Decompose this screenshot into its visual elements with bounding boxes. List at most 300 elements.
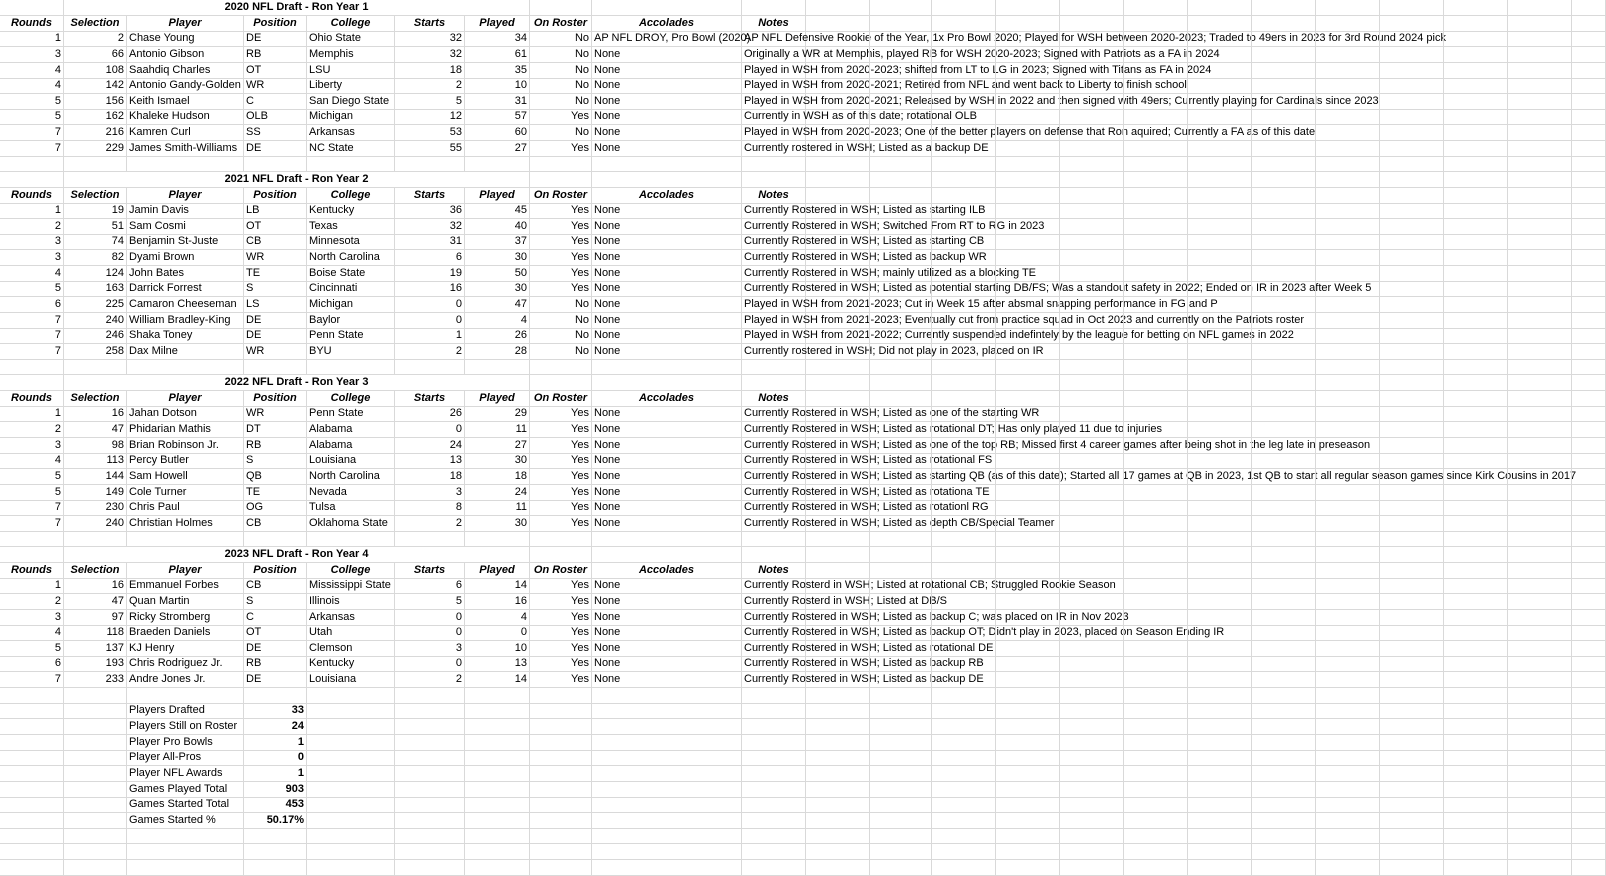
starts-cell[interactable]: 16 <box>395 281 465 297</box>
empty-cell[interactable] <box>996 234 1060 250</box>
empty-cell[interactable] <box>1316 453 1380 469</box>
empty-cell[interactable] <box>1508 328 1572 344</box>
empty-cell[interactable] <box>996 63 1060 79</box>
player-cell[interactable]: Darrick Forrest <box>127 281 244 297</box>
empty-cell[interactable] <box>1316 688 1380 704</box>
empty-cell[interactable] <box>1124 485 1188 501</box>
empty-cell[interactable] <box>1124 141 1188 157</box>
summary-value[interactable]: 0 <box>244 750 307 766</box>
empty-cell[interactable] <box>465 703 530 719</box>
empty-cell[interactable] <box>870 188 932 204</box>
empty-cell[interactable] <box>1380 578 1444 594</box>
empty-cell[interactable] <box>1252 188 1316 204</box>
position-cell[interactable]: OLB <box>244 109 307 125</box>
empty-cell[interactable] <box>1188 656 1252 672</box>
empty-cell[interactable] <box>64 359 127 375</box>
empty-cell[interactable] <box>1572 188 1606 204</box>
played-cell[interactable]: 35 <box>465 63 530 79</box>
empty-cell[interactable] <box>1380 250 1444 266</box>
empty-cell[interactable] <box>806 782 870 798</box>
empty-cell[interactable] <box>1124 266 1188 282</box>
notes-cell[interactable]: Currently Rostered in WSH; Listed as backup OT; Didn't play in 2023, placed on Season Ending IR <box>742 625 806 641</box>
on-roster-cell[interactable]: Yes <box>530 109 592 125</box>
empty-cell[interactable] <box>932 422 996 438</box>
empty-cell[interactable] <box>1316 782 1380 798</box>
position-cell[interactable]: CB <box>244 234 307 250</box>
empty-cell[interactable] <box>1060 750 1124 766</box>
column-header-selection[interactable]: Selection <box>64 188 127 204</box>
empty-cell[interactable] <box>465 813 530 829</box>
empty-cell[interactable] <box>1380 610 1444 626</box>
played-cell[interactable]: 11 <box>465 500 530 516</box>
selection-cell[interactable]: 74 <box>64 234 127 250</box>
empty-cell[interactable] <box>1316 547 1380 563</box>
empty-cell[interactable] <box>870 313 932 329</box>
round-cell[interactable]: 4 <box>0 78 64 94</box>
empty-cell[interactable] <box>244 531 307 547</box>
empty-cell[interactable] <box>1124 766 1188 782</box>
empty-cell[interactable] <box>465 156 530 172</box>
empty-cell[interactable] <box>1444 250 1508 266</box>
selection-cell[interactable]: 51 <box>64 219 127 235</box>
empty-cell[interactable] <box>1508 860 1572 876</box>
empty-cell[interactable] <box>1124 625 1188 641</box>
round-cell[interactable]: 7 <box>0 516 64 532</box>
empty-cell[interactable] <box>870 688 932 704</box>
empty-cell[interactable] <box>870 828 932 844</box>
notes-cell[interactable]: Played in WSH from 2020-2023; One of the better players on defense that Ron aquired; Currently a FA as of this date <box>742 125 806 141</box>
empty-cell[interactable] <box>1060 688 1124 704</box>
empty-cell[interactable] <box>932 0 996 16</box>
empty-cell[interactable] <box>1188 438 1252 454</box>
summary-value[interactable]: 453 <box>244 797 307 813</box>
starts-cell[interactable]: 2 <box>395 672 465 688</box>
empty-cell[interactable] <box>1508 782 1572 798</box>
empty-cell[interactable] <box>1444 188 1508 204</box>
college-cell[interactable]: Boise State <box>307 266 395 282</box>
empty-cell[interactable] <box>1124 47 1188 63</box>
empty-cell[interactable] <box>1252 281 1316 297</box>
empty-cell[interactable] <box>1572 750 1606 766</box>
empty-cell[interactable] <box>870 234 932 250</box>
empty-cell[interactable] <box>742 688 806 704</box>
empty-cell[interactable] <box>1124 422 1188 438</box>
empty-cell[interactable] <box>996 453 1060 469</box>
empty-cell[interactable] <box>1380 172 1444 188</box>
empty-cell[interactable] <box>1380 641 1444 657</box>
empty-cell[interactable] <box>1060 828 1124 844</box>
notes-cell[interactable]: Currently Rostered in WSH; Listed as starting QB (as of this date); Started all 17 games at QB in 2023, 1st QB to start all regular season games since Kirk Cousins in 2017 <box>742 469 806 485</box>
empty-cell[interactable] <box>806 0 870 16</box>
empty-cell[interactable] <box>592 860 742 876</box>
empty-cell[interactable] <box>1316 406 1380 422</box>
empty-cell[interactable] <box>1508 844 1572 860</box>
column-header-on-roster[interactable]: On Roster <box>530 16 592 32</box>
empty-cell[interactable] <box>996 719 1060 735</box>
column-header-on-roster[interactable]: On Roster <box>530 188 592 204</box>
empty-cell[interactable] <box>1508 47 1572 63</box>
accolades-cell[interactable]: None <box>592 250 742 266</box>
empty-cell[interactable] <box>1252 78 1316 94</box>
empty-cell[interactable] <box>1444 344 1508 360</box>
column-header-accolades[interactable]: Accolades <box>592 563 742 579</box>
empty-cell[interactable] <box>1252 641 1316 657</box>
empty-cell[interactable] <box>127 844 244 860</box>
played-cell[interactable]: 14 <box>465 672 530 688</box>
selection-cell[interactable]: 19 <box>64 203 127 219</box>
empty-cell[interactable] <box>1060 344 1124 360</box>
empty-cell[interactable] <box>806 313 870 329</box>
empty-cell[interactable] <box>1508 234 1572 250</box>
empty-cell[interactable] <box>806 94 870 110</box>
empty-cell[interactable] <box>932 610 996 626</box>
starts-cell[interactable]: 5 <box>395 94 465 110</box>
empty-cell[interactable] <box>592 688 742 704</box>
played-cell[interactable]: 60 <box>465 125 530 141</box>
empty-cell[interactable] <box>1124 844 1188 860</box>
starts-cell[interactable]: 1 <box>395 328 465 344</box>
empty-cell[interactable] <box>742 735 806 751</box>
empty-cell[interactable] <box>1316 313 1380 329</box>
player-cell[interactable]: Brian Robinson Jr. <box>127 438 244 454</box>
player-cell[interactable]: Braeden Daniels <box>127 625 244 641</box>
position-cell[interactable]: OT <box>244 625 307 641</box>
empty-cell[interactable] <box>1060 563 1124 579</box>
column-header-played[interactable]: Played <box>465 391 530 407</box>
empty-cell[interactable] <box>1316 422 1380 438</box>
empty-cell[interactable] <box>1060 281 1124 297</box>
empty-cell[interactable] <box>1252 234 1316 250</box>
empty-cell[interactable] <box>1060 578 1124 594</box>
empty-cell[interactable] <box>530 359 592 375</box>
starts-cell[interactable]: 0 <box>395 625 465 641</box>
summary-value[interactable]: 24 <box>244 719 307 735</box>
college-cell[interactable]: Cincinnati <box>307 281 395 297</box>
position-cell[interactable]: OT <box>244 63 307 79</box>
empty-cell[interactable] <box>1124 31 1188 47</box>
empty-cell[interactable] <box>592 844 742 860</box>
empty-cell[interactable] <box>1060 313 1124 329</box>
empty-cell[interactable] <box>996 94 1060 110</box>
empty-cell[interactable] <box>1572 641 1606 657</box>
empty-cell[interactable] <box>1380 359 1444 375</box>
empty-cell[interactable] <box>1124 94 1188 110</box>
empty-cell[interactable] <box>870 16 932 32</box>
empty-cell[interactable] <box>870 266 932 282</box>
empty-cell[interactable] <box>742 828 806 844</box>
empty-cell[interactable] <box>1444 766 1508 782</box>
empty-cell[interactable] <box>1252 313 1316 329</box>
empty-cell[interactable] <box>1316 344 1380 360</box>
played-cell[interactable]: 47 <box>465 297 530 313</box>
notes-cell[interactable]: Currently Rostered in WSH; Listed as backup DE <box>742 672 806 688</box>
played-cell[interactable]: 11 <box>465 422 530 438</box>
round-cell[interactable]: 3 <box>0 47 64 63</box>
empty-cell[interactable] <box>1508 735 1572 751</box>
empty-cell[interactable] <box>806 266 870 282</box>
on-roster-cell[interactable]: No <box>530 31 592 47</box>
empty-cell[interactable] <box>996 469 1060 485</box>
empty-cell[interactable] <box>1444 109 1508 125</box>
empty-cell[interactable] <box>1316 250 1380 266</box>
summary-label[interactable]: Players Drafted <box>127 703 244 719</box>
player-cell[interactable]: Antonio Gandy-Golden <box>127 78 244 94</box>
round-cell[interactable]: 1 <box>0 31 64 47</box>
empty-cell[interactable] <box>1252 516 1316 532</box>
empty-cell[interactable] <box>1188 188 1252 204</box>
empty-cell[interactable] <box>1060 63 1124 79</box>
empty-cell[interactable] <box>1124 594 1188 610</box>
empty-cell[interactable] <box>307 735 395 751</box>
round-cell[interactable]: 7 <box>0 344 64 360</box>
notes-cell[interactable]: Played in WSH from 2020-2021; Retired from NFL and went back to Liberty to finish school <box>742 78 806 94</box>
empty-cell[interactable] <box>1252 391 1316 407</box>
column-header-player[interactable]: Player <box>127 563 244 579</box>
accolades-cell[interactable]: None <box>592 406 742 422</box>
starts-cell[interactable]: 24 <box>395 438 465 454</box>
empty-cell[interactable] <box>465 688 530 704</box>
empty-cell[interactable] <box>996 109 1060 125</box>
played-cell[interactable]: 30 <box>465 250 530 266</box>
empty-cell[interactable] <box>806 31 870 47</box>
empty-cell[interactable] <box>1124 735 1188 751</box>
selection-cell[interactable]: 144 <box>64 469 127 485</box>
empty-cell[interactable] <box>742 860 806 876</box>
empty-cell[interactable] <box>870 328 932 344</box>
column-header-position[interactable]: Position <box>244 563 307 579</box>
empty-cell[interactable] <box>1380 141 1444 157</box>
empty-cell[interactable] <box>1060 47 1124 63</box>
empty-cell[interactable] <box>932 485 996 501</box>
selection-cell[interactable]: 16 <box>64 406 127 422</box>
round-cell[interactable]: 1 <box>0 578 64 594</box>
empty-cell[interactable] <box>592 703 742 719</box>
college-cell[interactable]: Ohio State <box>307 31 395 47</box>
empty-cell[interactable] <box>806 156 870 172</box>
empty-cell[interactable] <box>870 641 932 657</box>
empty-cell[interactable] <box>1508 688 1572 704</box>
empty-cell[interactable] <box>64 813 127 829</box>
selection-cell[interactable]: 142 <box>64 78 127 94</box>
empty-cell[interactable] <box>870 0 932 16</box>
empty-cell[interactable] <box>996 594 1060 610</box>
empty-cell[interactable] <box>996 0 1060 16</box>
empty-cell[interactable] <box>1252 719 1316 735</box>
empty-cell[interactable] <box>0 844 64 860</box>
empty-cell[interactable] <box>592 782 742 798</box>
position-cell[interactable]: RB <box>244 438 307 454</box>
on-roster-cell[interactable]: Yes <box>530 422 592 438</box>
starts-cell[interactable]: 0 <box>395 656 465 672</box>
empty-cell[interactable] <box>1252 94 1316 110</box>
starts-cell[interactable]: 6 <box>395 250 465 266</box>
empty-cell[interactable] <box>1572 141 1606 157</box>
column-header-college[interactable]: College <box>307 563 395 579</box>
empty-cell[interactable] <box>244 860 307 876</box>
selection-cell[interactable]: 233 <box>64 672 127 688</box>
empty-cell[interactable] <box>870 172 932 188</box>
empty-cell[interactable] <box>1572 703 1606 719</box>
column-header-notes[interactable]: Notes <box>742 16 806 32</box>
empty-cell[interactable] <box>932 766 996 782</box>
empty-cell[interactable] <box>806 531 870 547</box>
accolades-cell[interactable]: None <box>592 672 742 688</box>
empty-cell[interactable] <box>1508 109 1572 125</box>
empty-cell[interactable] <box>1380 844 1444 860</box>
round-cell[interactable]: 3 <box>0 438 64 454</box>
empty-cell[interactable] <box>932 735 996 751</box>
college-cell[interactable]: Clemson <box>307 641 395 657</box>
round-cell[interactable]: 6 <box>0 656 64 672</box>
empty-cell[interactable] <box>1508 281 1572 297</box>
empty-cell[interactable] <box>592 375 742 391</box>
empty-cell[interactable] <box>870 219 932 235</box>
empty-cell[interactable] <box>127 828 244 844</box>
empty-cell[interactable] <box>932 656 996 672</box>
empty-cell[interactable] <box>742 0 806 16</box>
empty-cell[interactable] <box>1188 328 1252 344</box>
selection-cell[interactable]: 108 <box>64 63 127 79</box>
empty-cell[interactable] <box>1060 594 1124 610</box>
empty-cell[interactable] <box>530 547 592 563</box>
column-header-round[interactable]: Rounds <box>0 563 64 579</box>
empty-cell[interactable] <box>1060 234 1124 250</box>
empty-cell[interactable] <box>932 516 996 532</box>
empty-cell[interactable] <box>1380 766 1444 782</box>
empty-cell[interactable] <box>1060 94 1124 110</box>
empty-cell[interactable] <box>395 750 465 766</box>
empty-cell[interactable] <box>996 578 1060 594</box>
empty-cell[interactable] <box>395 703 465 719</box>
empty-cell[interactable] <box>1444 782 1508 798</box>
college-cell[interactable]: Mississippi State <box>307 578 395 594</box>
empty-cell[interactable] <box>530 156 592 172</box>
empty-cell[interactable] <box>996 219 1060 235</box>
empty-cell[interactable] <box>1508 31 1572 47</box>
position-cell[interactable]: WR <box>244 78 307 94</box>
empty-cell[interactable] <box>1444 16 1508 32</box>
empty-cell[interactable] <box>1124 156 1188 172</box>
player-cell[interactable]: Emmanuel Forbes <box>127 578 244 594</box>
empty-cell[interactable] <box>1316 735 1380 751</box>
on-roster-cell[interactable]: Yes <box>530 625 592 641</box>
empty-cell[interactable] <box>530 688 592 704</box>
empty-cell[interactable] <box>1060 156 1124 172</box>
empty-cell[interactable] <box>806 188 870 204</box>
starts-cell[interactable]: 12 <box>395 109 465 125</box>
notes-cell[interactable]: Currently Rostered in WSH; Listed as potential starting DB/FS; Was a standout safety in 2022; Ended on IR in 2023 after Week 5 <box>742 281 806 297</box>
empty-cell[interactable] <box>742 359 806 375</box>
empty-cell[interactable] <box>932 453 996 469</box>
empty-cell[interactable] <box>1444 469 1508 485</box>
empty-cell[interactable] <box>64 719 127 735</box>
empty-cell[interactable] <box>1252 610 1316 626</box>
empty-cell[interactable] <box>1060 297 1124 313</box>
empty-cell[interactable] <box>1252 703 1316 719</box>
empty-cell[interactable] <box>1188 625 1252 641</box>
empty-cell[interactable] <box>870 719 932 735</box>
empty-cell[interactable] <box>1572 328 1606 344</box>
starts-cell[interactable]: 3 <box>395 485 465 501</box>
empty-cell[interactable] <box>1572 406 1606 422</box>
accolades-cell[interactable]: None <box>592 94 742 110</box>
empty-cell[interactable] <box>1508 125 1572 141</box>
empty-cell[interactable] <box>1444 281 1508 297</box>
empty-cell[interactable] <box>1252 141 1316 157</box>
player-cell[interactable]: Jahan Dotson <box>127 406 244 422</box>
empty-cell[interactable] <box>932 797 996 813</box>
college-cell[interactable]: Arkansas <box>307 610 395 626</box>
column-header-played[interactable]: Played <box>465 16 530 32</box>
played-cell[interactable]: 50 <box>465 266 530 282</box>
empty-cell[interactable] <box>1316 641 1380 657</box>
empty-cell[interactable] <box>996 141 1060 157</box>
empty-cell[interactable] <box>1572 219 1606 235</box>
position-cell[interactable]: RB <box>244 656 307 672</box>
empty-cell[interactable] <box>932 234 996 250</box>
notes-cell[interactable]: Currently Rostered in WSH; Listed as rotational DE <box>742 641 806 657</box>
empty-cell[interactable] <box>1252 359 1316 375</box>
column-header-college[interactable]: College <box>307 391 395 407</box>
empty-cell[interactable] <box>932 688 996 704</box>
on-roster-cell[interactable]: No <box>530 47 592 63</box>
column-header-selection[interactable]: Selection <box>64 391 127 407</box>
empty-cell[interactable] <box>1316 219 1380 235</box>
empty-cell[interactable] <box>1124 641 1188 657</box>
on-roster-cell[interactable]: Yes <box>530 672 592 688</box>
empty-cell[interactable] <box>1060 641 1124 657</box>
empty-cell[interactable] <box>870 250 932 266</box>
empty-cell[interactable] <box>932 219 996 235</box>
empty-cell[interactable] <box>1188 500 1252 516</box>
empty-cell[interactable] <box>996 641 1060 657</box>
empty-cell[interactable] <box>1444 297 1508 313</box>
empty-cell[interactable] <box>1572 610 1606 626</box>
notes-cell[interactable]: AP NFL Defensive Rookie of the Year, 1x Pro Bowl 2020; Played for WSH between 2020-2023; Traded to 49ers in 2023 for 3rd Round 2024 pick <box>742 31 806 47</box>
empty-cell[interactable] <box>1124 563 1188 579</box>
empty-cell[interactable] <box>996 391 1060 407</box>
player-cell[interactable]: Chris Rodriguez Jr. <box>127 656 244 672</box>
empty-cell[interactable] <box>1252 531 1316 547</box>
empty-cell[interactable] <box>1316 656 1380 672</box>
empty-cell[interactable] <box>1572 78 1606 94</box>
empty-cell[interactable] <box>1188 860 1252 876</box>
empty-cell[interactable] <box>1572 860 1606 876</box>
notes-cell[interactable]: Currently Rostered in WSH; Listed as one of the top RB; Missed first 4 career games after being shot in the leg late in preseason <box>742 438 806 454</box>
college-cell[interactable]: Louisiana <box>307 453 395 469</box>
empty-cell[interactable] <box>1060 0 1124 16</box>
accolades-cell[interactable]: None <box>592 594 742 610</box>
empty-cell[interactable] <box>1444 516 1508 532</box>
selection-cell[interactable]: 16 <box>64 578 127 594</box>
empty-cell[interactable] <box>1380 719 1444 735</box>
empty-cell[interactable] <box>1444 610 1508 626</box>
empty-cell[interactable] <box>1572 47 1606 63</box>
empty-cell[interactable] <box>1380 266 1444 282</box>
empty-cell[interactable] <box>0 375 64 391</box>
position-cell[interactable]: S <box>244 281 307 297</box>
empty-cell[interactable] <box>1060 359 1124 375</box>
empty-cell[interactable] <box>742 531 806 547</box>
empty-cell[interactable] <box>1380 203 1444 219</box>
empty-cell[interactable] <box>1380 156 1444 172</box>
empty-cell[interactable] <box>1444 844 1508 860</box>
accolades-cell[interactable]: None <box>592 203 742 219</box>
empty-cell[interactable] <box>127 860 244 876</box>
notes-cell[interactable]: Played in WSH from 2021-2023; Eventually cut from practice squad in Oct 2023 and currently on the Patriots roster <box>742 313 806 329</box>
empty-cell[interactable] <box>870 531 932 547</box>
played-cell[interactable]: 28 <box>465 344 530 360</box>
